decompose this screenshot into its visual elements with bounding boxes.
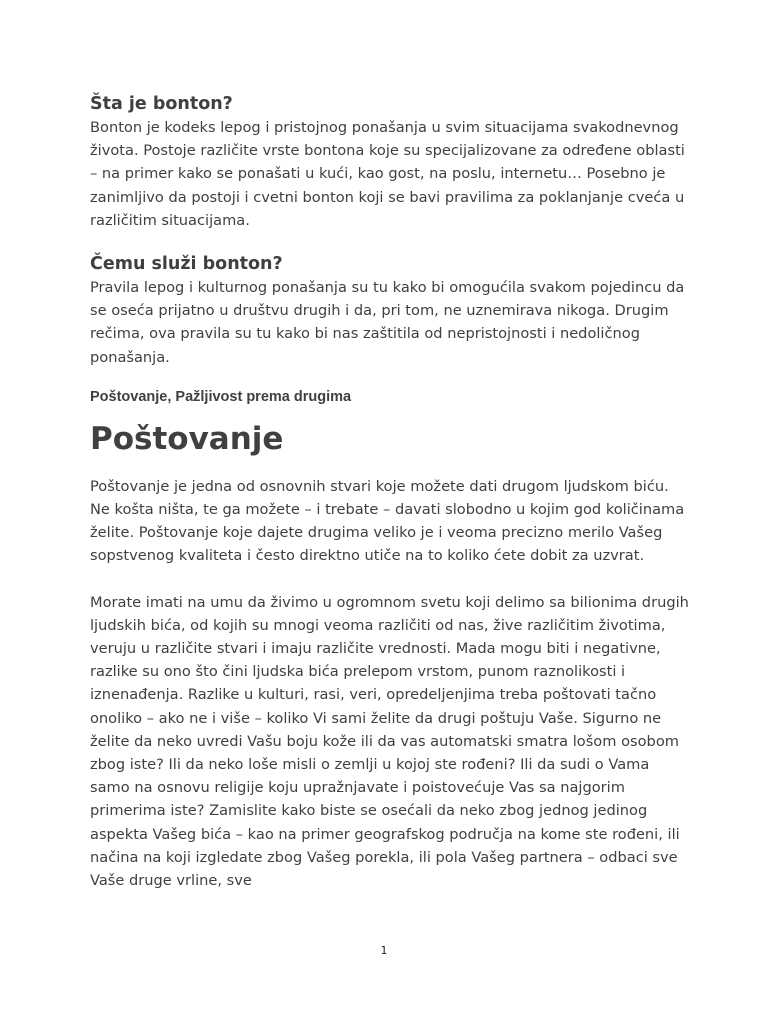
section-title-what-is-etiquette: Šta je bonton? bbox=[90, 94, 233, 114]
article-paragraph-2: Morate imati na umu da živimo u ogromnom svetu koji delimo sa bilionima drugih ljudskih bića, od kojih su mnogi veoma različiti od nas, žive različitim životima, veruju u različite stvari i imaju različite vrednosti. Mada mogu biti i negativne, razlike su ono što čini ljudska bića prelepom vrstom, punom raznolikosti i iznenađenja. Razlike u kulturi, rasi, veri, opredeljenjima treba poštovati tačno onoliko – ako ne i više – koliko Vi sami želite da drugi poštuju Vaše. Sigurno ne želite da neko uvredi Vašu boju kože ili da vas automatski smatra lošom osobom zbog iste? Ili da neko loše misli o zemlji u kojoj ste rođeni? Ili da sudi o Vama samo na osnovu religije koju upražnjavate i poistovećuje Vas sa najgorim primerima iste? Zamislite kako biste se osećali da neko zbog jednog jedinog aspekta Vašeg bića – kao na primer geografskog područja na kome ste rođeni, ili načina na koji izgledate zbog Vašeg porekla, ili pola Vašeg partnera – odbaci sve Vaše druge vrline, sve bbox=[90, 593, 689, 890]
article-tags: Poštovanje, Pažljivost prema drugima bbox=[90, 388, 352, 405]
page-number: 1 bbox=[380, 944, 388, 957]
article-title: Poštovanje bbox=[90, 420, 284, 457]
section-paragraph-purpose-of-etiquette: Pravila lepog i kulturnog ponašanja su tu kako bi omogućila svakom pojedincu da se oseća prijatno u društvu drugih i da, pri tom, ne uznemirava nikoga. Drugim rečima, ova pravila su tu kako bi nas zaštitila od nepristojnosti i nedoličnog ponašanja. bbox=[90, 279, 685, 366]
article-paragraph-1: Poštovanje je jedna od osnovnih stvari koje možete dati drugom ljudskom biću. Ne košta ništa, te ga možete – i trebate – davati slobodno u kojim god količinama želite. Poštovanje koje dajete drugima veliko je i veoma precizno merilo Vašeg sopstvenog kvaliteta i često direktno utiče na to koliko ćete dobit za uzvrat. bbox=[90, 477, 685, 565]
section-title-purpose-of-etiquette: Čemu služi bonton? bbox=[90, 254, 283, 275]
document-page bbox=[90, 92, 690, 892]
section-paragraph-what-is-etiquette: Bonton je kodeks lepog i pristojnog ponašanja u svim situacijama svakodnevnog života. Postoje različite vrste bontona koje su specijalizovane za određene oblasti – na primer kako se ponašati u kući, kao gost, na poslu, internetu… Posebno je zanimljivo da postoji i cvetni bonton koji se bavi pravilima za poklanjanje cveća u različitim situacijama. bbox=[90, 119, 685, 229]
